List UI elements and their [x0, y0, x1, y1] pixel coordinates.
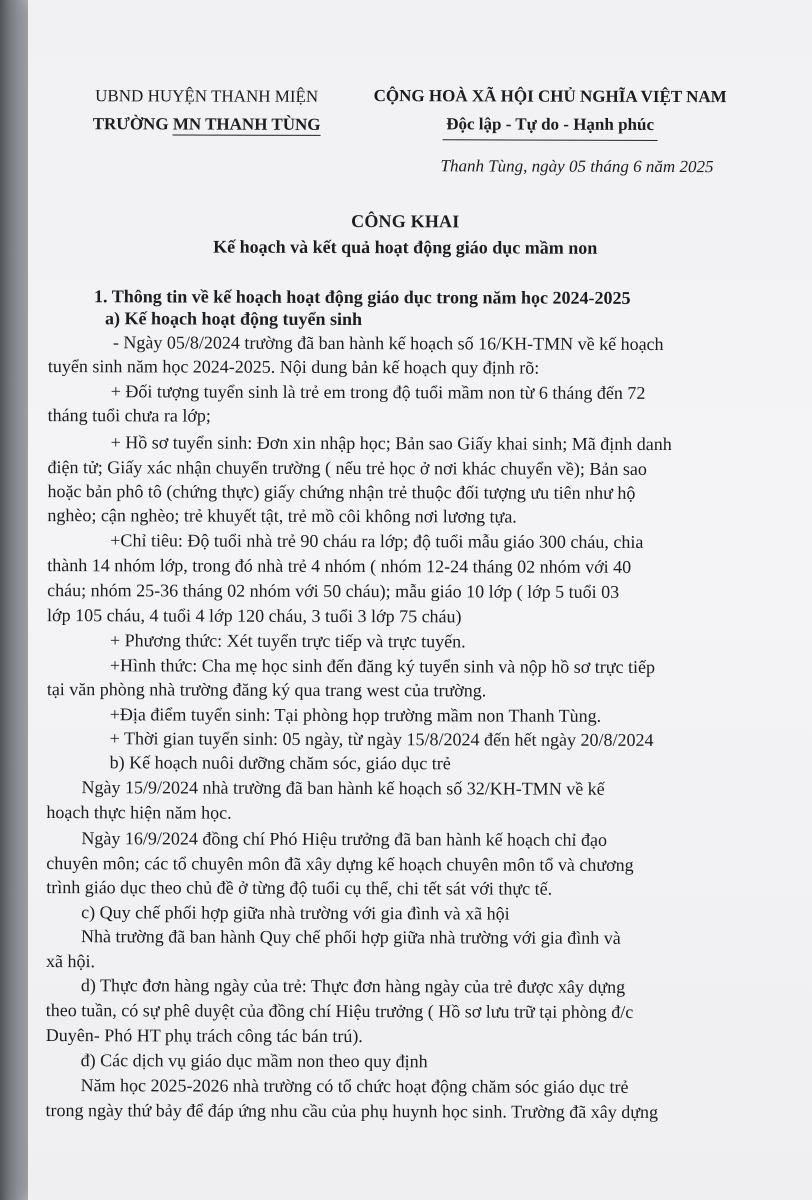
- paragraph-line: - Ngày 05/8/2024 trường đã ban hành kế hoạch số 16/KH-TMN về kế hoạch: [112, 332, 664, 354]
- document-date: Thanh Tùng, ngày 05 tháng 6 năm 2025: [440, 156, 714, 177]
- issuer-school: [93, 110, 321, 139]
- paragraph-line: trình giáo dục theo chủ đề ở từng độ tuổi cụ thể, chi tết sát với thực tế.: [46, 877, 553, 899]
- paragraph-line: c) Quy chế phối hợp giữa nhà trường với gia đình và xã hội: [81, 902, 510, 924]
- paragraph-line: +Chỉ tiêu: Độ tuổi nhà trẻ 90 cháu ra lớp; độ tuổi mẫu giáo 300 cháu, chia: [110, 530, 644, 552]
- paragraph-line: tại văn phòng nhà trường đăng ký qua trang west của trường.: [46, 679, 487, 701]
- paragraph-line: Ngày 16/9/2024 đồng chí Phó Hiệu trưởng đã ban hành kế hoạch chỉ đạo: [81, 828, 608, 850]
- paragraph-line: xã hội.: [45, 951, 96, 972]
- paragraph-line: b) Kế hoạch nuôi dưỡng chăm sóc, giáo dục trẻ: [109, 752, 451, 774]
- paragraph-line: tuyển sinh năm học 2024-2025. Nội dung bản kế hoạch quy định rõ:: [47, 356, 540, 378]
- paragraph-line: điện tử; Giấy xác nhận chuyển trường ( nếu trẻ học ở nơi khác chuyển về); Bản sao: [47, 457, 647, 479]
- national-header: [355, 82, 746, 141]
- issuer-school-prefix: TRƯỜNG: [92, 114, 173, 134]
- paragraph-line: hoạch thực hiện năm học.: [46, 802, 232, 823]
- issuer-header: [80, 82, 334, 139]
- paragraph-line: + Thời gian tuyển sinh: 05 ngày, từ ngày 15/8/2024 đến hết ngày 20/8/2024: [109, 728, 654, 750]
- paragraph-line: Ngày 15/9/2024 nhà trường đã ban hành kế hoạch số 32/KH-TMN về kế: [81, 777, 605, 799]
- document-content: [28, 0, 812, 1200]
- issuer-school-name: MN THANH TÙNG: [172, 114, 321, 134]
- paragraph-line: + Đối tượng tuyển sinh là trẻ em trong độ tuổi mầm non từ 6 tháng đến 72: [110, 381, 646, 403]
- paragraph-line: nghèo; cận nghèo; trẻ khuyết tật, trẻ mồ côi không nơi lương tựa.: [47, 505, 517, 527]
- paragraph-line: +Hình thức: Cha mẹ học sinh đến đăng ký tuyển sinh và nộp hồ sơ trực tiếp: [109, 655, 656, 677]
- paragraph-line: thành 14 nhóm lớp, trong đó nhà trẻ 4 nhóm ( nhóm 12-24 tháng 02 nhóm với 40: [47, 555, 632, 577]
- paragraph-line: tháng tuổi chưa ra lớp;: [47, 405, 211, 426]
- document-body: [28, 284, 811, 1122]
- national-motto: Độc lập - Tự do - Hạnh phúc: [442, 110, 658, 141]
- paragraph-line: trong ngày thứ bảy để đáp ứng nhu cầu của phụ huynh học sinh. Trường đã xây dựng: [45, 1100, 659, 1122]
- paragraph-line: cháu; nhóm 25-36 tháng 02 nhóm với 50 cháu); mẫu giáo 10 lớp ( lớp 5 tuổi 03: [47, 580, 620, 602]
- document-title: CÔNG KHAI: [351, 211, 460, 232]
- section-heading: 1. Thông tin về kế hoạch hoạt động giáo dục trong năm học 2024-2025: [94, 286, 631, 308]
- paragraph-line: đ) Các dịch vụ giáo dục mầm non theo quy định: [80, 1050, 428, 1072]
- issuer-district: UBND HUYỆN THANH MIỆN: [95, 86, 319, 106]
- paragraph-line: + Hồ sơ tuyển sinh: Đơn xin nhập học; Bản sao Giấy khai sinh; Mã định danh: [110, 432, 672, 455]
- document-page: [28, 0, 812, 1200]
- paragraph-line: theo tuần, có sự phê duyệt của đồng chí Hiệu trưởng ( Hồ sơ lưu trữ tại phòng đ/c: [45, 1000, 634, 1022]
- paragraph-line: Duyên- Phó HT phụ trách công tác bán trú).: [45, 1025, 363, 1047]
- paragraph-line: lớp 105 cháu, 4 tuổi 4 lớp 120 cháu, 3 tuổi 3 lớp 75 cháu): [47, 605, 462, 627]
- paragraph-line: hoặc bản phô tô (chứng thực) giấy chứng nhận trẻ thuộc đối tượng ưu tiên như hộ: [47, 481, 636, 503]
- document-subtitle: Kế hoạch và kết quả hoạt động giáo dục mầm non: [213, 236, 598, 258]
- paragraph-line: + Phương thức: Xét tuyển trực tiếp và trực tuyến.: [109, 630, 466, 652]
- paragraph-line: +Địa điểm tuyển sinh: Tại phòng họp trường mầm non Thanh Tùng.: [109, 704, 602, 726]
- page-edge-shadow: [0, 0, 28, 1200]
- paragraph-line: Nhà trường đã ban hành Quy chế phối hợp giữa nhà trường với gia đình và: [81, 926, 621, 948]
- national-title: CỘNG HOÀ XÃ HỘI CHỦ NGHĨA VIỆT NAM: [373, 86, 727, 107]
- paragraph-line: chuyên môn; các tổ chuyên môn đã xây dựng kế hoạch chuyên môn tổ và chương: [46, 853, 634, 875]
- paragraph-line: d) Thực đơn hàng ngày của trẻ: Thực đơn hàng ngày của trẻ được xây dựng: [80, 975, 626, 997]
- subsection-heading: a) Kế hoạch hoạt động tuyển sinh: [104, 308, 363, 330]
- paragraph-line: Năm học 2025-2026 nhà trường có tổ chức hoạt động chăm sóc giáo dục trẻ: [80, 1075, 629, 1097]
